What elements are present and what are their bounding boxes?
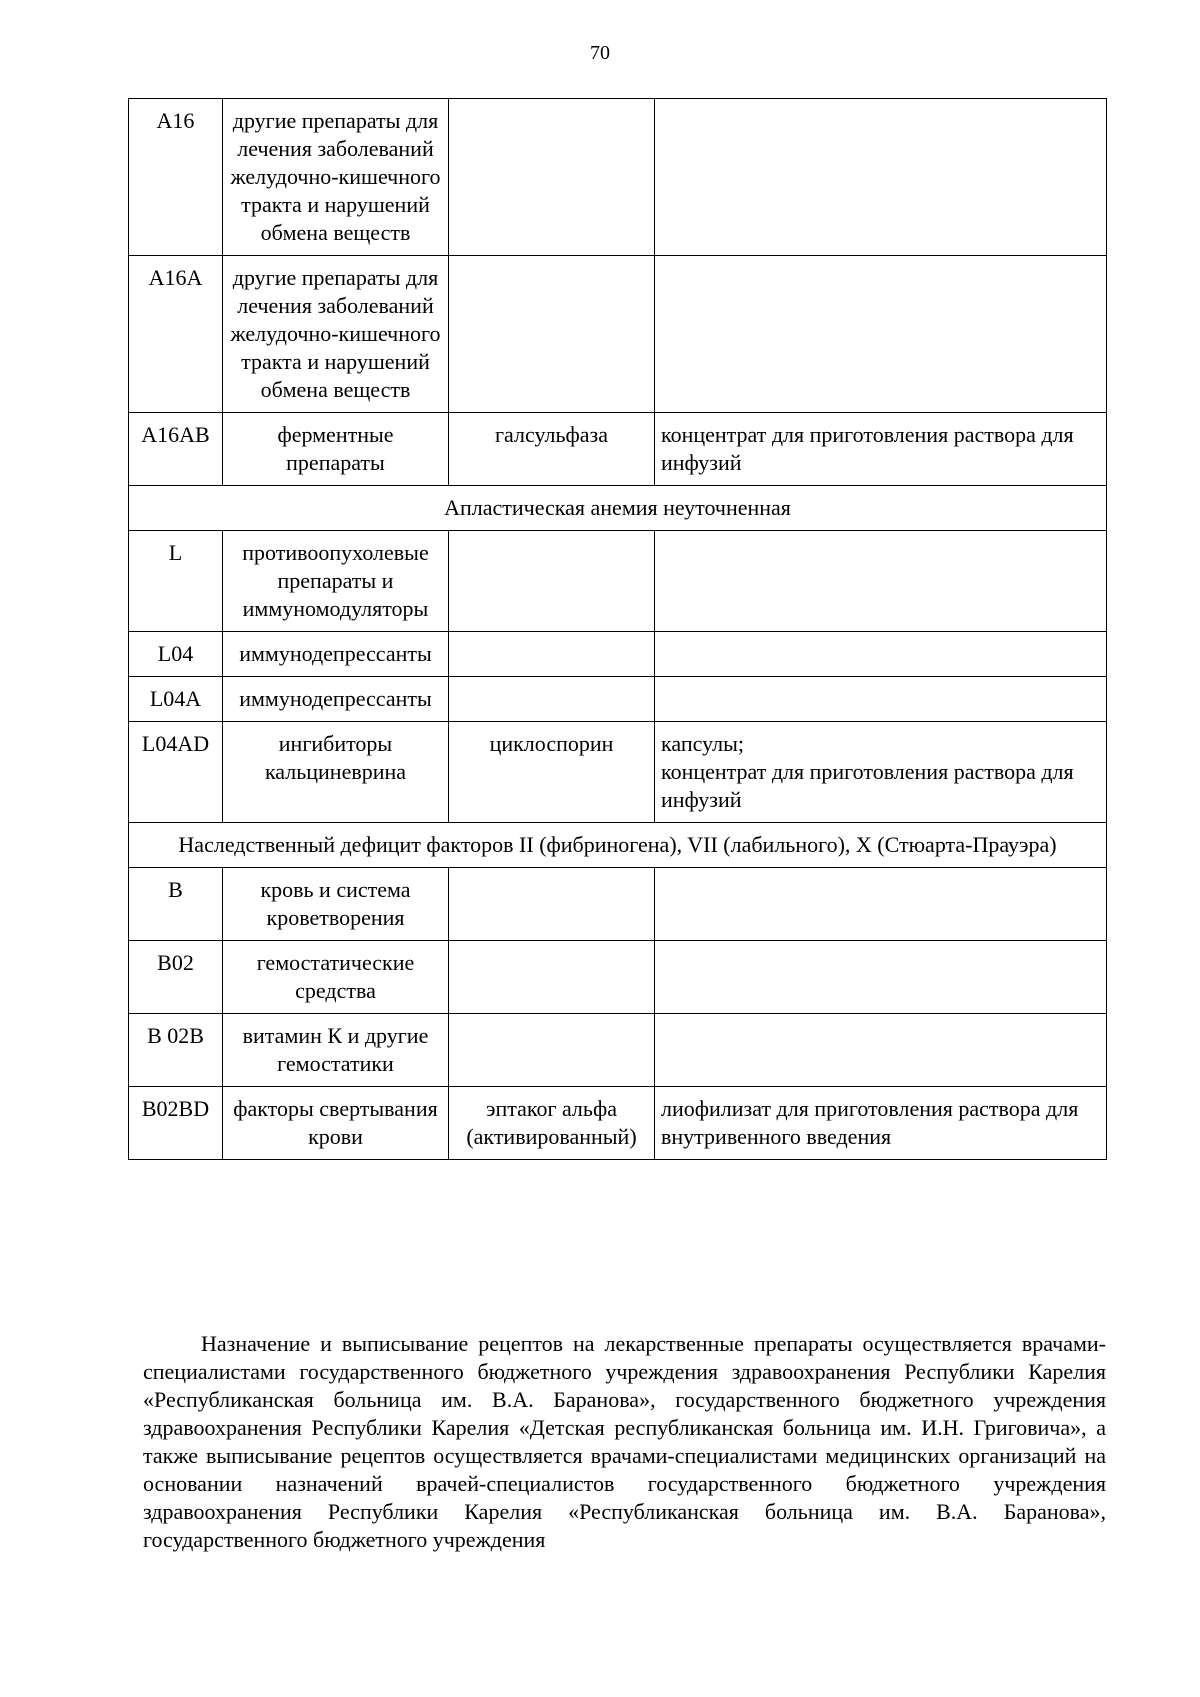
dosage-form-line: лиофилизат для приготовления раствора для внутривенного введения: [661, 1096, 1079, 1149]
atc-code-cell: L04AD: [129, 722, 223, 823]
dosage-form-cell: [655, 632, 1107, 677]
dosage-form-cell: [655, 99, 1107, 256]
dosage-form-cell: [655, 1087, 1107, 1160]
anatomical-group-cell: иммунодепрессанты: [223, 677, 449, 722]
drug-name-cell: [449, 677, 655, 722]
table-row: [129, 413, 1107, 486]
table-row: [129, 632, 1107, 677]
table-row: [129, 1014, 1107, 1087]
drug-name-cell: эптаког альфа (активированный): [449, 1087, 655, 1160]
dosage-form-cell: [655, 677, 1107, 722]
table-row: [129, 677, 1107, 722]
body-paragraph: Назначение и выписывание рецептов на лекарственные препараты осуществляется врачами-специалистами государственного бюджетного учреждения здравоохранения Республики Карелия «Республиканская больница им. В.А. Баранова», государственного бюджетного учреждения здравоохранения Республики Карелия «Детская республиканская больница им. И.Н. Григовича», а также выписывание рецептов осуществляется врачами-специалистами медицинских организаций на основании назначений врачей-специалистов государственного бюджетного учреждения здравоохранения Республики Карелия «Республиканская больница им. В.А. Баранова», государственного бюджетного учреждения: [143, 1331, 1106, 1552]
atc-code-cell: A16A: [129, 256, 223, 413]
atc-code-cell: L04A: [129, 677, 223, 722]
drug-name-cell: [449, 632, 655, 677]
atc-code-cell: A16: [129, 99, 223, 256]
page-number: 70: [590, 42, 610, 64]
dosage-form-cell: [655, 413, 1107, 486]
drug-name-cell: [449, 99, 655, 256]
dosage-form-line: концентрат для приготовления раствора для инфузий: [661, 422, 1074, 475]
anatomical-group-cell: ингибиторы кальциневрина: [223, 722, 449, 823]
drug-name-cell: [449, 941, 655, 1014]
section-row: [129, 823, 1107, 868]
dosage-form-cell: [655, 868, 1107, 941]
section-row: [129, 486, 1107, 531]
section-heading: Апластическая анемия неуточненная: [129, 486, 1107, 531]
dosage-form-cell: [655, 1014, 1107, 1087]
atc-code-cell: L04: [129, 632, 223, 677]
table-row: [129, 941, 1107, 1014]
table-row: [129, 868, 1107, 941]
atc-code-cell: L: [129, 531, 223, 632]
atc-code-cell: B: [129, 868, 223, 941]
dosage-form-cell: [655, 531, 1107, 632]
drug-table-body: [129, 99, 1107, 1160]
anatomical-group-cell: гемостатические средства: [223, 941, 449, 1014]
dosage-form-cell: [655, 256, 1107, 413]
anatomical-group-cell: витамин К и другие гемостатики: [223, 1014, 449, 1087]
drug-name-cell: [449, 868, 655, 941]
drug-name-cell: [449, 256, 655, 413]
section-heading: Наследственный дефицит факторов II (фибриногена), VII (лабильного), X (Стюарта-Прауэра): [129, 823, 1107, 868]
anatomical-group-cell: факторы свертывания крови: [223, 1087, 449, 1160]
atc-code-cell: B02BD: [129, 1087, 223, 1160]
anatomical-group-cell: противоопухолевые препараты и иммуномодуляторы: [223, 531, 449, 632]
table-row: [129, 256, 1107, 413]
drug-table: [128, 98, 1107, 1160]
anatomical-group-cell: другие препараты для лечения заболеваний желудочно-кишечного тракта и нарушений обмена веществ: [223, 256, 449, 413]
anatomical-group-cell: ферментные препараты: [223, 413, 449, 486]
dosage-form-cell: [655, 941, 1107, 1014]
dosage-form-line: капсулы;: [661, 731, 744, 756]
table-row: [129, 722, 1107, 823]
dosage-form-cell: [655, 722, 1107, 823]
atc-code-cell: A16AB: [129, 413, 223, 486]
table-row: [129, 531, 1107, 632]
drug-name-cell: [449, 1014, 655, 1087]
anatomical-group-cell: иммунодепрессанты: [223, 632, 449, 677]
drug-name-cell: галсульфаза: [449, 413, 655, 486]
drug-name-cell: [449, 531, 655, 632]
table-row: [129, 1087, 1107, 1160]
anatomical-group-cell: другие препараты для лечения заболеваний желудочно-кишечного тракта и нарушений обмена веществ: [223, 99, 449, 256]
drug-name-cell: циклоспорин: [449, 722, 655, 823]
atc-code-cell: B 02B: [129, 1014, 223, 1087]
anatomical-group-cell: кровь и система кроветворения: [223, 868, 449, 941]
atc-code-cell: B02: [129, 941, 223, 1014]
table-row: [129, 99, 1107, 256]
dosage-form-line: концентрат для приготовления раствора для инфузий: [661, 759, 1074, 812]
